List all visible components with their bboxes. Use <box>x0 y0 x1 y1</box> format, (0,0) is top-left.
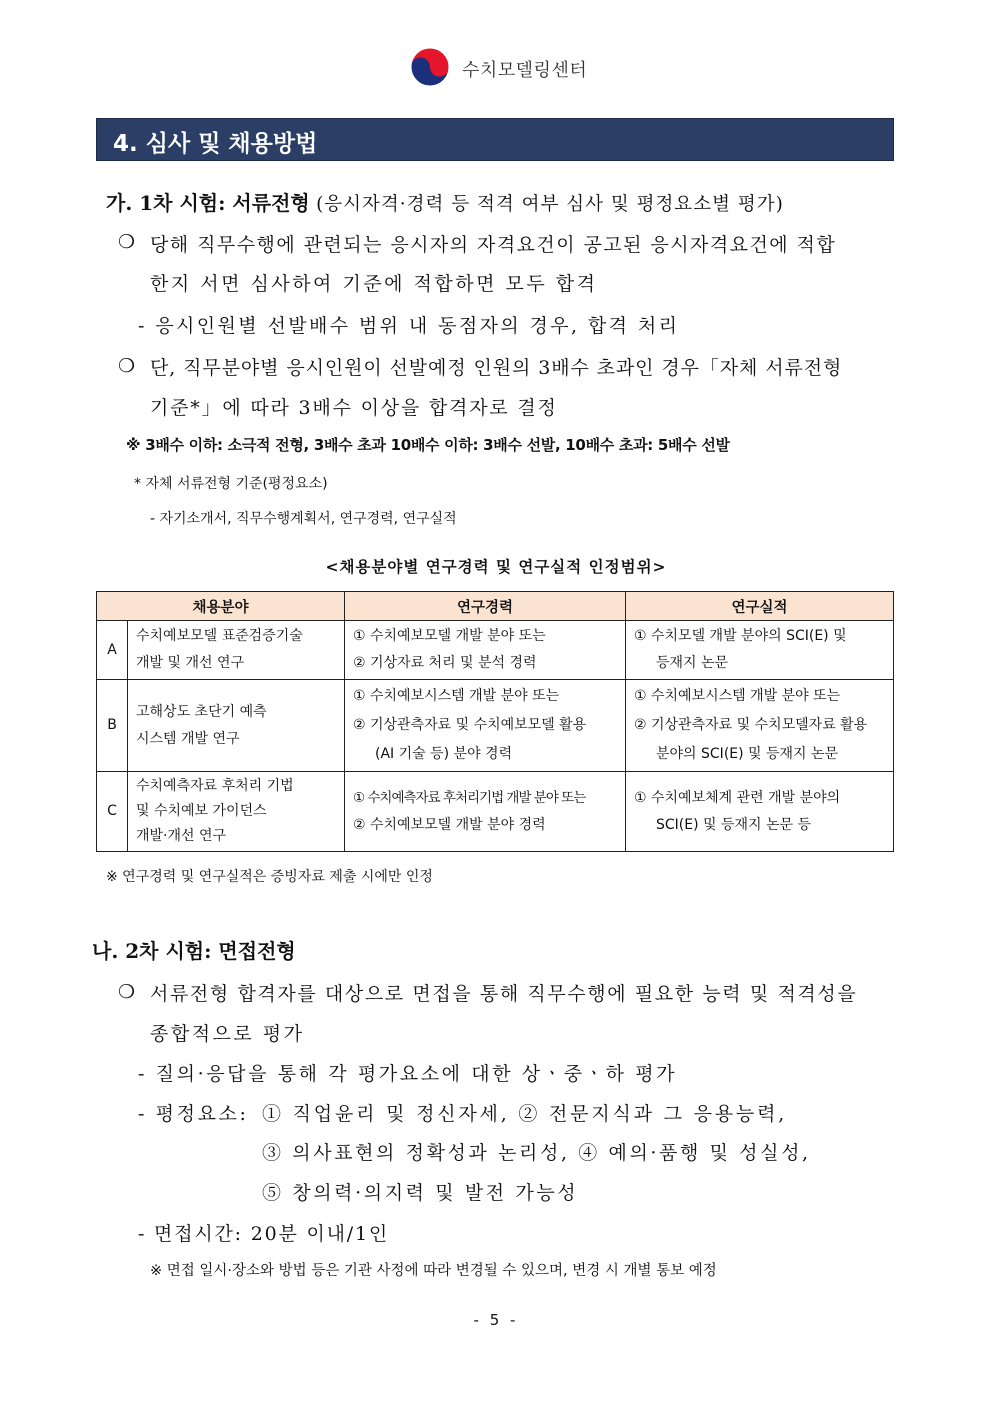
row-career <box>345 680 626 772</box>
cell-line: ① 수치예보체계 관련 개발 분야의 <box>634 789 841 806</box>
part-b-item1-line1: 서류전형 합격자를 대상으로 면접을 통해 직무수행에 필요한 능력 및 적격성을 <box>150 983 858 1005</box>
cell-line: ① 수치예보시스템 개발 분야 또는 <box>353 688 560 704</box>
row-field <box>128 680 345 772</box>
part-a-heading <box>106 187 784 216</box>
table-header-career: 연구경력 <box>345 592 626 621</box>
org-name: 수치모델링센터 <box>462 60 588 81</box>
row-letter: C <box>97 772 128 852</box>
table-caption: <채용분야별 연구경력 및 연구실적 인정범위> <box>325 558 667 576</box>
row-letter: B <box>97 680 128 772</box>
part-b-heading: 나. 2차 시험: 면접전형 <box>92 939 296 963</box>
part-b-dash1: - 질의·응답을 통해 각 평가요소에 대한 상ㆍ중ㆍ하 평가 <box>138 1063 678 1085</box>
bullet-icon: ❍ <box>118 231 136 253</box>
row-results <box>626 621 894 680</box>
part-a-dash1: - 응시인원별 선발배수 범위 내 동점자의 경우, 합격 처리 <box>138 315 680 337</box>
cell-line: ② 기상관측자료 및 수치모델자료 활용 <box>634 717 868 733</box>
table-header-row <box>97 592 894 621</box>
criteria-table <box>96 591 894 852</box>
cell-line: ① 수치예보시스템 개발 분야 또는 <box>634 688 841 704</box>
cell-line: ② 기상관측자료 및 수치예보모델 활용 <box>353 717 587 733</box>
part-b-dash2-label: - 평정요소: <box>138 1103 249 1125</box>
part-a-item2-line1: 단, 직무분야별 응시인원이 선발예정 인원의 3배수 초과인 경우「자체 서류전형 <box>150 357 843 379</box>
bullet-icon: ❍ <box>118 355 136 377</box>
cell-line: 등재지 논문 <box>656 655 729 671</box>
section-title-bar <box>96 118 894 161</box>
part-b-item1-line2: 종합적으로 평가 <box>150 1023 305 1045</box>
cell-line: ① 수치예보모델 개발 분야 또는 <box>353 628 546 644</box>
cell-line: SCI(E) 및 등재지 논문 등 <box>656 816 812 833</box>
cell-line: 개발 및 개선 연구 <box>136 655 245 671</box>
page-number: - 5 - <box>473 1311 519 1329</box>
bullet-icon: ❍ <box>118 981 136 1003</box>
part-a-footnote1: * 자체 서류전형 기준(평정요소) <box>134 476 328 492</box>
part-a-item1-line1: 당해 직무수행에 관련되는 응시자의 자격요건이 공고된 응시자격요건에 적합 <box>150 234 837 256</box>
table-row <box>97 772 894 852</box>
table-header-results: 연구실적 <box>626 592 894 621</box>
taegeuk-icon <box>410 47 450 87</box>
row-career <box>345 621 626 680</box>
cell-line: 고해상도 초단기 예측 <box>136 703 267 720</box>
cell-line: 및 수치예보 가이던스 <box>136 803 267 819</box>
cell-line: 수치예측자료 후처리 기법 <box>136 778 294 794</box>
part-a-item1-line2: 한지 서면 심사하여 기준에 적합하면 모두 합격 <box>150 273 598 295</box>
part-b-dash2-line3: ⑤ 창의력·의지력 및 발전 가능성 <box>262 1182 579 1204</box>
table-note: ※ 연구경력 및 연구실적은 증빙자료 제출 시에만 인정 <box>106 869 433 885</box>
row-field <box>128 772 345 852</box>
row-results <box>626 680 894 772</box>
row-field <box>128 621 345 680</box>
table-header-field: 채용분야 <box>97 592 345 621</box>
cell-line: ① 수치모델 개발 분야의 SCI(E) 및 <box>634 628 847 644</box>
cell-line: 수치예보모델 표준검증기술 <box>136 628 303 644</box>
part-b-dash2-line2: ③ 의사표현의 정확성과 논리성, ④ 예의·품행 및 성실성, <box>262 1142 811 1164</box>
row-results <box>626 772 894 852</box>
part-a-footnote2: - 자기소개서, 직무수행계획서, 연구경력, 연구실적 <box>150 511 457 527</box>
table-row <box>97 621 894 680</box>
cell-line: 분야의 SCI(E) 및 등재지 논문 <box>656 746 839 762</box>
cell-line: ② 수치예보모델 개발 분야 경력 <box>353 816 546 833</box>
cell-line: ① 수치예측자료 후처리기법 개발 분야 또는 <box>353 789 586 806</box>
part-a-item2-line2: 기준*」에 따라 3배수 이상을 합격자로 결정 <box>150 397 558 419</box>
part-a-heading-bold: 가. 1차 시험: 서류전형 <box>106 191 310 215</box>
row-career <box>345 772 626 852</box>
cell-line: 시스템 개발 연구 <box>136 730 240 747</box>
cell-line: (AI 기술 등) 분야 경력 <box>375 746 513 762</box>
part-a-heading-note: (응시자격·경력 등 적격 여부 심사 및 평정요소별 평가) <box>316 194 784 215</box>
cell-line: 개발·개선 연구 <box>136 828 227 844</box>
cell-line: ② 기상자료 처리 및 분석 경력 <box>353 655 537 671</box>
part-b-dash2-line1: ① 직업윤리 및 정신자세, ② 전문지식과 그 응용능력, <box>262 1103 788 1125</box>
part-b-note: ※ 면접 일시·장소와 방법 등은 기관 사정에 따라 변경될 수 있으며, 변경 시 개별 통보 예정 <box>150 1263 717 1279</box>
part-b-dash3: - 면접시간: 20분 이내/1인 <box>138 1223 390 1245</box>
table-row <box>97 680 894 772</box>
row-letter: A <box>97 621 128 680</box>
section-title: 4. 심사 및 채용방법 <box>113 131 318 157</box>
part-a-note: ※ 3배수 이하: 소극적 전형, 3배수 초과 10배수 이하: 3배수 선발, 10배수 초과: 5배수 선발 <box>126 436 730 454</box>
